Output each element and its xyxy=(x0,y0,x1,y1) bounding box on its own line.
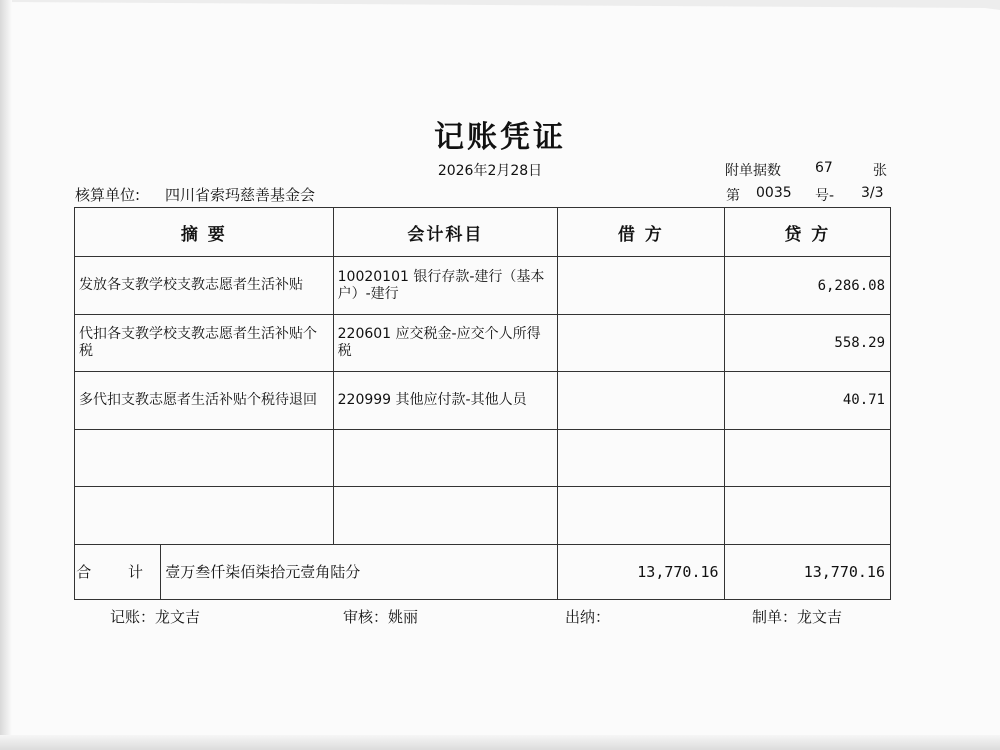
bookkeeper-signature: 记账：龙文吉 xyxy=(110,608,201,626)
total-debit: 13,770.16 xyxy=(558,544,724,599)
account-cell: 220601 应交税金-应交个人所得税 xyxy=(333,314,558,371)
summary-header: 摘 要 xyxy=(75,208,334,257)
attachments-unit: 张 xyxy=(873,163,887,179)
credit-cell xyxy=(724,429,890,486)
voucher-page-count: 3/3 xyxy=(861,185,884,201)
debit-cell xyxy=(558,257,724,314)
credit-cell: 40.71 xyxy=(724,372,890,429)
summary-cell: 代扣各支教学校支教志愿者生活补贴个税 xyxy=(75,314,334,371)
accounting-unit-label: 核算单位: xyxy=(75,186,141,204)
preparer-signature: 制单：龙文吉 xyxy=(752,608,843,626)
voucher-date: 2026年2月28日 xyxy=(437,163,543,179)
table-header-row xyxy=(75,208,891,257)
total-row xyxy=(75,544,891,599)
attachments-count: 67 xyxy=(815,160,833,176)
voucher-number-prefix: 第 xyxy=(726,188,740,204)
summary-cell: 发放各支教学校支教志愿者生活补贴 xyxy=(75,257,334,314)
table-row xyxy=(75,487,891,544)
voucher-title: 记账凭证 xyxy=(434,120,566,155)
table-row xyxy=(75,314,891,371)
debit-cell xyxy=(558,487,724,544)
voucher-entry-table xyxy=(74,207,891,600)
debit-cell xyxy=(558,372,724,429)
total-in-words: 壹万叁仟柒佰柒拾元壹角陆分 xyxy=(161,544,558,599)
summary-cell xyxy=(75,429,334,486)
credit-cell: 6,286.08 xyxy=(724,257,890,314)
account-cell xyxy=(333,487,558,544)
cashier-signature: 出纳： xyxy=(565,608,611,626)
total-credit: 13,770.16 xyxy=(724,544,890,599)
debit-header: 借 方 xyxy=(558,208,724,257)
account-cell xyxy=(333,429,558,486)
paper-shadow-bottom xyxy=(0,735,1000,750)
account-cell: 220999 其他应付款-其他人员 xyxy=(333,372,558,429)
credit-header: 贷 方 xyxy=(724,208,890,257)
credit-cell xyxy=(724,487,890,544)
summary-cell xyxy=(75,487,334,544)
table-row xyxy=(75,257,891,314)
credit-cell: 558.29 xyxy=(724,314,890,371)
table-row xyxy=(75,372,891,429)
paper-shadow-left xyxy=(0,0,12,750)
accounting-unit-name: 四川省索玛慈善基金会 xyxy=(165,186,316,204)
summary-cell: 多代扣支教志愿者生活补贴个税待退回 xyxy=(75,372,334,429)
reviewer-signature: 审核：姚丽 xyxy=(343,608,419,626)
debit-cell xyxy=(558,429,724,486)
account-cell: 10020101 银行存款-建行（基本户）-建行 xyxy=(333,257,558,314)
voucher-number: 0035 xyxy=(756,185,792,201)
total-label: 合 计 xyxy=(75,544,161,599)
account-header: 会计科目 xyxy=(333,208,558,257)
table-row xyxy=(75,429,891,486)
voucher-number-mark: 号- xyxy=(815,188,835,204)
debit-cell xyxy=(558,314,724,371)
attachments-label: 附单据数 xyxy=(725,163,781,179)
